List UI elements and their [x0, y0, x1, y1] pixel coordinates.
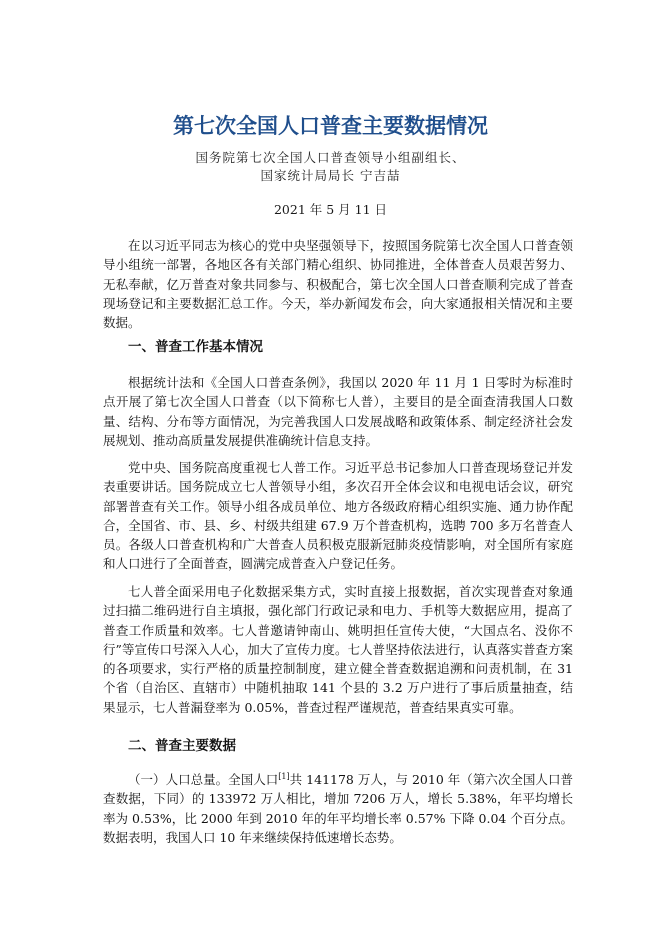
section-1-paragraph-2: 党中央、国务院高度重视七人普工作。习近平总书记参加人口普查现场登记并发表重要讲话。国务院成立七人普领导小组，多次召开全体会议和电视电话会议，研究部署普查有关工作。领导小组各成员单位、地方各级政府精心组织实施、通力协作配合，全国省、市、县、乡、村级共组建 67.9 万个普查机构，选聘 700 多万名普查人员。各级人口普查机构和广大普查人员积极克服新冠肺炎疫情影响，对全国所有家庭和人口进行了全面普查，圆满完成普查入户登记任务。 [103, 460, 573, 572]
author-name-line: 国家统计局局长 宁吉喆 [260, 168, 401, 183]
section-1-heading: 一、普查工作基本情况 [128, 339, 263, 355]
document-title: 第七次全国人口普查主要数据情况 [173, 114, 488, 138]
author-title-line: 国务院第七次全国人口普查领导小组副组长、 [195, 150, 466, 165]
document-date: 2021 年 5 月 11 日 [273, 202, 388, 217]
population-text-rest: 共 141178 万人，与 2010 年（第六次全国人口普查数据，下同）的 133972 万人相比，增加 7206 万人，增长 5.38%，年平均增长率为 0.53%，比 2000 年到 2010 年的年平均增长率 0.57% 下降 0.04 个百分点。数据表明，我国人口 10 年来继续保持低速增长态势。 [103, 772, 573, 845]
section-2-paragraph-1 [103, 770, 573, 847]
intro-paragraph: 在以习近平同志为核心的党中央坚强领导下，按照国务院第七次全国人口普查领导小组统一部署，各地区各有关部门精心组织、协同推进，全体普查人员艰苦努力、无私奉献，亿万普查对象共同参与、积极配合，第七次全国人口普查顺利完成了普查现场登记和主要数据汇总工作。今天，举办新闻发布会，向大家通报相关情况和主要数据。 [103, 238, 573, 331]
section-1-paragraph-1: 根据统计法和《全国人口普查条例》，我国以 2020 年 11 月 1 日零时为标准时点开展了第七次全国人口普查（以下简称七人普），主要目的是全面查清我国人口数量、结构、分布等方面情况，为完善我国人口发展战略和政策体系、制定经济社会发展规划、推动高质量发展提供准确统计信息支持。 [103, 375, 573, 448]
footnote-marker[interactable]: [1] [278, 771, 290, 781]
section-1-paragraph-3: 七人普全面采用电子化数据采集方式，实时直接上报数据，首次实现普查对象通过扫描二维码进行自主填报，强化部门行政记录和电力、手机等大数据应用，提高了普查工作质量和效率。七人普邀请钟南山、姚明担任宣传大使，“大国点名、没你不行”等宣传口号深入人心，加大了宣传力度。七人普坚持依法进行，认真落实普查方案的各项要求，实行严格的质量控制制度，建立健全普查数据追溯和问责机制，在 31 个省（自治区、直辖市）中随机抽取 141 个县的 3.2 万户进行了事后质量抽查，结果显示，七人普漏登率为 0.05%，普查过程严谨规范，普查结果真实可靠。 [103, 584, 573, 715]
section-2-heading: 二、普查主要数据 [128, 738, 236, 754]
population-text-start: （一）人口总量。全国人口 [128, 772, 279, 787]
